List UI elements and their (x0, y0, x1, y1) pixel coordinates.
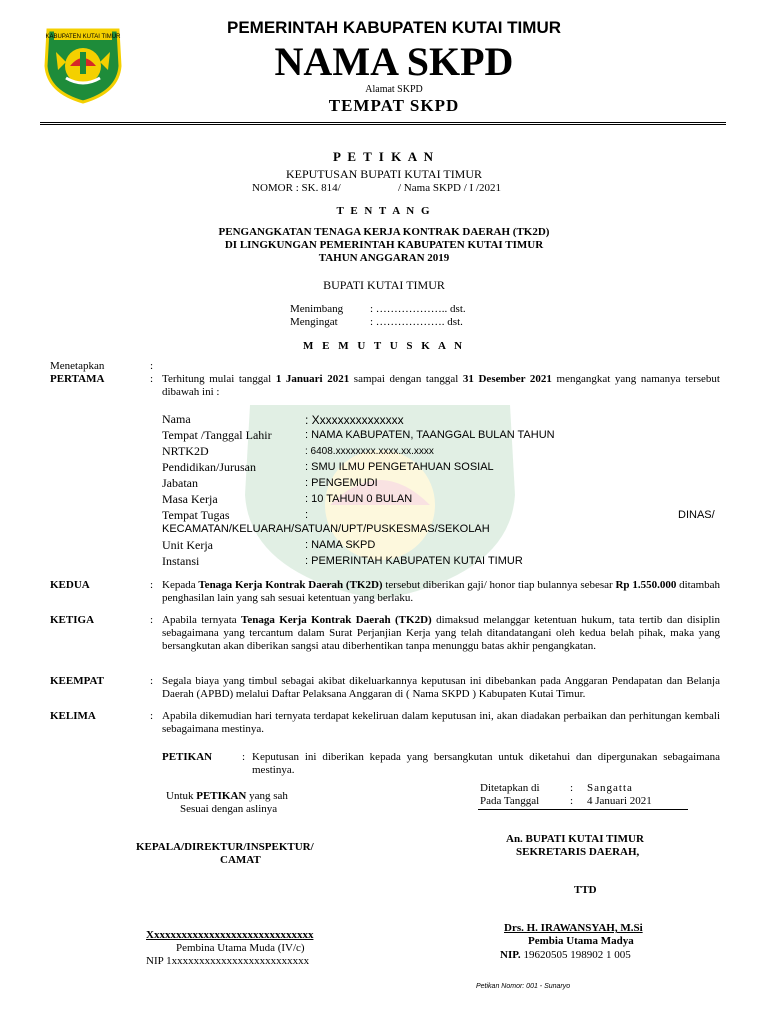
date-divider (478, 809, 688, 810)
pertama-text (162, 373, 720, 399)
left-sign-title-1: KEPALA/DIREKTUR/INSPEKTUR/ (136, 841, 314, 853)
tanggal-value: 4 Januari 2021 (587, 795, 652, 807)
right-sign-nip-value: 19620505 198902 1 005 (520, 949, 631, 961)
copy-note-line-2: Sesuai dengan aslinya (180, 803, 278, 815)
copy-note-prefix: Untuk (166, 790, 197, 802)
copy-note-suffix: yang sah (246, 790, 288, 802)
ditetapkan-value: Sangatta (587, 782, 633, 794)
tentang-heading: T E N T A N G (336, 205, 432, 217)
kedua-text (162, 579, 720, 605)
kedua-text-3: ditambah penghasilan lain yang sah sesuai ketentuan yang berlaku. (162, 579, 721, 604)
bupati-title: BUPATI KUTAI TIMUR (323, 278, 445, 292)
agency-place: TEMPAT SKPD (328, 96, 460, 115)
instansi-value: : PEMERINTAH KABUPATEN KUTAI TIMUR (305, 555, 523, 567)
pertama-end-date: 31 Desember 2021 (462, 373, 552, 385)
unit-kerja-label: Unit Kerja (162, 538, 213, 552)
mengingat-label: Mengingat (290, 316, 338, 328)
ttl-label: Tempat /Tanggal Lahir (162, 428, 272, 442)
decision-title: KEPUTUSAN BUPATI KUTAI TIMUR (285, 167, 483, 181)
right-sign-title-1: An. BUPATI KUTAI TIMUR (506, 833, 644, 845)
subject-line-1: PENGANGKATAN TENAGA KERJA KONTRAK DAERAH (TK2D) (218, 226, 550, 238)
agency-address: Alamat SKPD (365, 84, 423, 95)
kedua-text-1: Kepada (162, 579, 199, 591)
header-divider (40, 122, 726, 125)
ketiga-label: KETIGA (50, 614, 95, 626)
petikan-note-text: Keputusan ini diberikan kepada yang bersangkutan untuk diketahui dan dipergunakan sebagaimana mestinya. (252, 751, 720, 776)
mengingat-value: : ………………. dst. (370, 316, 463, 328)
menimbang-value: : ……………….. dst. (370, 303, 466, 315)
keempat-label: KEEMPAT (50, 675, 104, 687)
kelima-label: KELIMA (50, 710, 96, 722)
subject-line-3: TAHUN ANGGARAN 2019 (318, 252, 450, 264)
ketiga-text-2: dimaksud melanggar ketentuan hukum, tata tertib dan disiplin sebagaimana yang tercantum dalam Surat Perjanjian Kerja yang telah ditandatangani oleh kedua belah pihak, maka yang bersangkutan akan diberikan sangsi atau diberhentikan tanpa menunggu batas akhir pengangkatan. (162, 614, 720, 652)
keempat-colon: : (150, 675, 154, 687)
ketiga-colon: : (150, 614, 154, 626)
decree-number-suffix: / Nama SKPD / I /2021 (398, 182, 501, 194)
masa-kerja-value: : 10 TAHUN 0 BULAN (305, 493, 413, 505)
ditetapkan-colon: : (570, 782, 574, 794)
nrtk-label: NRTK2D (162, 444, 209, 458)
tempat-tugas-dinas: DINAS/ (678, 509, 715, 521)
subject-line-2: DI LINGKUNGAN PEMERINTAH KABUPATEN KUTAI TIMUR (224, 239, 544, 251)
ketiga-bold-1: Tenaga Kerja Kontrak Daerah (TK2D) (241, 614, 432, 626)
nama-label: Nama (162, 412, 191, 426)
decree-number-label: NOMOR : SK. 814/ (252, 182, 341, 194)
right-sign-ttd: TTD (574, 884, 597, 896)
menetapkan-label: Menetapkan (50, 360, 105, 372)
agency-name: NAMA SKPD (274, 39, 514, 84)
pendidikan-label: Pendidikan/Jurusan (162, 460, 256, 474)
footer-note: Petikan Nomor: 001 - Sunaryo (476, 983, 571, 990)
pertama-text-1: Terhitung mulai tanggal (162, 373, 276, 385)
nama-value: : Xxxxxxxxxxxxxxx (305, 413, 404, 427)
tempat-tugas-colon: : (305, 509, 309, 521)
kedua-label: KEDUA (50, 579, 90, 591)
petikan-heading: P E T I K A N (332, 149, 436, 164)
left-sign-rank: Pembina Utama Muda (IV/c) (176, 942, 305, 954)
petikan-note-colon: : (242, 751, 246, 763)
copy-note-bold: PETIKAN (196, 790, 247, 802)
petikan-note-label: PETIKAN (162, 751, 213, 763)
keempat-text: Segala biaya yang timbul sebagai akibat dikeluarkannya keputusan ini dibebankan pada Anggaran Pendapatan dan Belanja Daerah (APBD) melalui Daftar Pelaksana Anggaran di ( Nama SKPD ) Kabupaten Kutai Timur. (162, 675, 720, 700)
kedua-bold-1: Tenaga Kerja Kontrak Daerah (TK2D) (198, 579, 383, 591)
left-sign-nip: NIP 1xxxxxxxxxxxxxxxxxxxxxxxxx (146, 955, 310, 967)
government-name: PEMERINTAH KABUPATEN KUTAI TIMUR (227, 18, 561, 37)
pertama-label: PERTAMA (50, 373, 105, 385)
pertama-text-3: mengangkat yang namanya tersebut dibawah ini : (162, 373, 720, 398)
kelima-text: Apabila dikemudian hari ternyata terdapat kekeliruan dalam keputusan ini, akan diadakan perbaikan dan perhitungan kembali sebagaimana mestinya. (162, 710, 720, 735)
kedua-colon: : (150, 579, 154, 591)
masa-kerja-label: Masa Kerja (162, 492, 218, 506)
left-sign-name: Xxxxxxxxxxxxxxxxxxxxxxxxxxxxxx (146, 929, 314, 941)
right-sign-title-2: SEKRETARIS DAERAH, (516, 846, 640, 858)
ditetapkan-label: Ditetapkan di (480, 782, 540, 794)
pendidikan-value: : SMU ILMU PENGETAHUAN SOSIAL (305, 461, 494, 473)
pertama-text-2: sampai dengan tanggal (349, 373, 463, 385)
pertama-start-date: 1 Januari 2021 (275, 373, 350, 385)
tanggal-colon: : (570, 795, 574, 807)
tempat-tugas-value: KECAMATAN/KELUARAH/SATUAN/UPT/PUSKESMAS/SEKOLAH (162, 523, 490, 535)
right-sign-rank: Pembia Utama Madya (528, 935, 634, 947)
ketiga-text (162, 614, 720, 653)
right-sign-nip (500, 949, 631, 961)
pertama-colon: : (150, 373, 154, 385)
menetapkan-colon: : (150, 360, 154, 372)
left-sign-title-2: CAMAT (220, 854, 261, 866)
kedua-salary: Rp 1.550.000 (615, 579, 677, 591)
tanggal-label: Pada Tanggal (480, 795, 540, 807)
ttl-value: : NAMA KABUPATEN, TAANGGAL BULAN TAHUN (305, 429, 555, 441)
right-sign-nip-label: NIP. (500, 949, 521, 961)
jabatan-label: Jabatan (162, 476, 198, 490)
ketiga-text-1: Apabila ternyata (162, 614, 242, 626)
kedua-text-2: tersebut diberikan gaji/ honor tiap bulannya sebesar (382, 579, 616, 591)
tempat-tugas-label: Tempat Tugas (162, 508, 230, 522)
unit-kerja-value: : NAMA SKPD (305, 539, 376, 551)
nrtk-value: : 6408.xxxxxxxx.xxxx.xx.xxxx (305, 446, 434, 457)
memutuskan-heading: M E M U T U S K A N (302, 340, 466, 352)
instansi-label: Instansi (162, 554, 200, 568)
kelima-colon: : (150, 710, 154, 722)
right-sign-name: Drs. H. IRAWANSYAH, M.Si (504, 922, 643, 934)
copy-note-line-1 (166, 790, 288, 802)
jabatan-value: : PENGEMUDI (305, 477, 378, 489)
menimbang-label: Menimbang (290, 303, 344, 315)
logo-text: KABUPATEN KUTAI TIMUR (45, 34, 121, 40)
